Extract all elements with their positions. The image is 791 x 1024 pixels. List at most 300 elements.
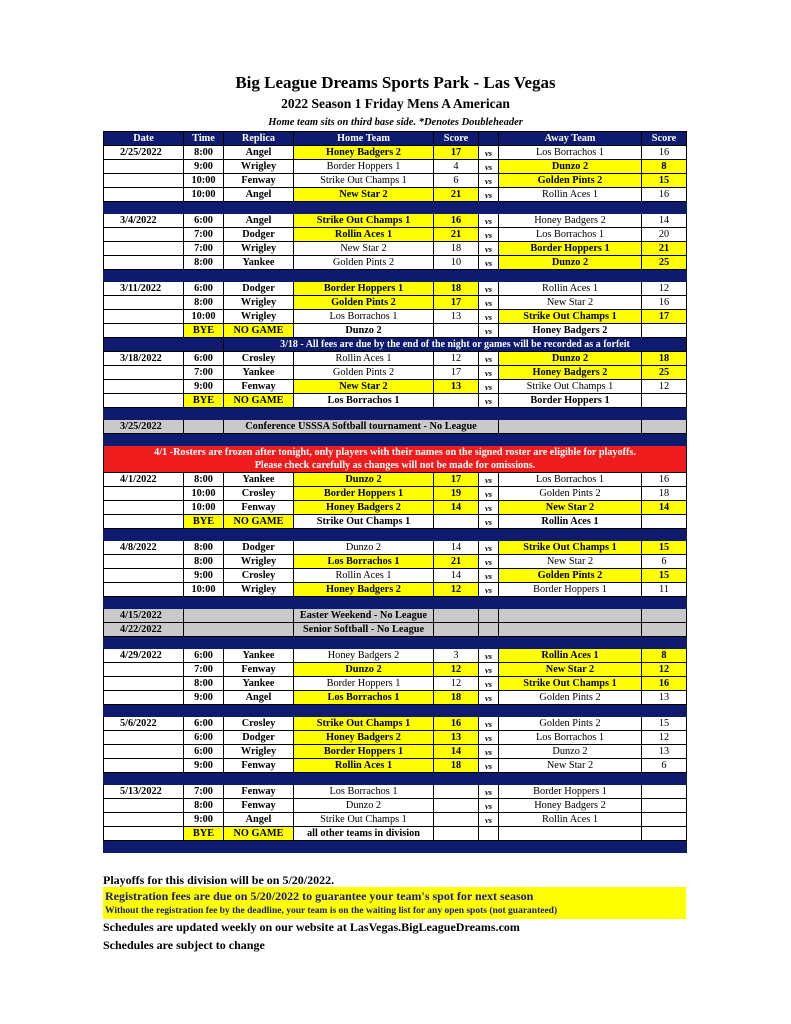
vs-label: vs	[479, 555, 499, 569]
game-row	[104, 717, 687, 731]
game-date	[104, 160, 184, 174]
separator-row	[104, 529, 687, 541]
vs-label: vs	[479, 160, 499, 174]
home-score: 4	[434, 160, 479, 174]
game-date: 4/1/2022	[104, 473, 184, 487]
game-row	[104, 228, 687, 242]
game-replica: Angel	[224, 188, 294, 202]
game-row	[104, 501, 687, 515]
home-team: Border Hoppers 1	[294, 745, 434, 759]
away-score: 12	[642, 731, 687, 745]
vs-label: vs	[479, 759, 499, 773]
game-time: 6:00	[184, 214, 224, 228]
blank-cell	[642, 609, 687, 623]
game-date	[104, 174, 184, 188]
game-row	[104, 663, 687, 677]
separator-row	[104, 597, 687, 609]
home-team: New Star 2	[294, 242, 434, 256]
game-time: 8:00	[184, 256, 224, 270]
home-team: Honey Badgers 2	[294, 146, 434, 160]
roster-freeze-notice	[104, 446, 687, 473]
vs-label: vs	[479, 174, 499, 188]
away-team: New Star 2	[499, 663, 642, 677]
home-score: 16	[434, 717, 479, 731]
vs-label: vs	[479, 745, 499, 759]
home-score	[434, 324, 479, 338]
home-team: New Star 2	[294, 380, 434, 394]
away-score: 13	[642, 691, 687, 705]
game-date: 3/18/2022	[104, 352, 184, 366]
game-date	[104, 310, 184, 324]
game-replica: Yankee	[224, 256, 294, 270]
roster-freeze-line-2: Please check carefully as changes will not be made for omissions.	[254, 460, 536, 471]
game-time: 10:00	[184, 583, 224, 597]
away-team: Dunzo 2	[499, 352, 642, 366]
game-row	[104, 691, 687, 705]
game-time: 10:00	[184, 174, 224, 188]
vs-label: vs	[479, 228, 499, 242]
vs-label: vs	[479, 366, 499, 380]
away-score	[642, 394, 687, 408]
away-score: 12	[642, 282, 687, 296]
game-replica: Fenway	[224, 663, 294, 677]
game-time: 9:00	[184, 380, 224, 394]
col-time: Time	[184, 132, 224, 146]
vs-label: vs	[479, 487, 499, 501]
game-replica: Yankee	[224, 649, 294, 663]
home-score: 13	[434, 380, 479, 394]
home-team: Rollin Aces 1	[294, 759, 434, 773]
game-row	[104, 745, 687, 759]
separator-cell	[104, 637, 687, 649]
separator-row	[104, 773, 687, 785]
game-row	[104, 256, 687, 270]
game-replica: Angel	[224, 813, 294, 827]
vs-label: vs	[479, 188, 499, 202]
home-team-note: Home team sits on third base side. *Denotes Doubleheader	[268, 117, 523, 128]
vs-label: vs	[479, 310, 499, 324]
separator-row	[104, 202, 687, 214]
game-replica: Crosley	[224, 717, 294, 731]
bye-away-team: Border Hoppers 1	[499, 394, 642, 408]
blank-cell	[184, 420, 224, 434]
blank-cell	[479, 623, 499, 637]
away-team: Golden Pints 2	[499, 569, 642, 583]
game-date	[104, 487, 184, 501]
separator-cell	[104, 773, 687, 785]
game-time: 6:00	[184, 717, 224, 731]
away-score: 6	[642, 555, 687, 569]
game-time: 8:00	[184, 473, 224, 487]
no-league-date: 3/25/2022	[104, 420, 184, 434]
away-score: 16	[642, 188, 687, 202]
game-date	[104, 569, 184, 583]
game-date	[104, 759, 184, 773]
home-score: 17	[434, 296, 479, 310]
game-row	[104, 282, 687, 296]
blank-cell	[499, 609, 642, 623]
no-league-text: Senior Softball - No League	[294, 623, 434, 637]
bye-row	[104, 515, 687, 529]
away-team: Golden Pints 2	[499, 717, 642, 731]
game-row	[104, 677, 687, 691]
away-team: Rollin Aces 1	[499, 813, 642, 827]
schedule-table	[103, 131, 687, 853]
home-score: 13	[434, 731, 479, 745]
home-team: Strike Out Champs 1	[294, 174, 434, 188]
game-date	[104, 228, 184, 242]
game-replica: Crosley	[224, 487, 294, 501]
bye-row	[104, 394, 687, 408]
schedule-body	[104, 146, 687, 853]
away-score: 8	[642, 160, 687, 174]
away-team: Golden Pints 2	[499, 691, 642, 705]
game-row	[104, 296, 687, 310]
home-score	[434, 827, 479, 841]
away-team: Strike Out Champs 1	[499, 310, 642, 324]
home-score: 18	[434, 282, 479, 296]
away-team: New Star 2	[499, 501, 642, 515]
home-team: Strike Out Champs 1	[294, 214, 434, 228]
game-row	[104, 583, 687, 597]
away-team: Strike Out Champs 1	[499, 541, 642, 555]
vs-label: vs	[479, 583, 499, 597]
home-score: 10	[434, 256, 479, 270]
home-score: 17	[434, 473, 479, 487]
home-score: 18	[434, 691, 479, 705]
game-date	[104, 691, 184, 705]
website-note: Schedules are updated weekly on our website at LasVegas.BigLeagueDreams.com	[103, 920, 520, 934]
game-time: 7:00	[184, 663, 224, 677]
game-replica: Fenway	[224, 759, 294, 773]
away-score: 12	[642, 380, 687, 394]
home-score: 18	[434, 759, 479, 773]
away-team: Rollin Aces 1	[499, 282, 642, 296]
home-team: Los Borrachos 1	[294, 310, 434, 324]
away-team: Border Hoppers 1	[499, 242, 642, 256]
game-time: 6:00	[184, 352, 224, 366]
game-date	[104, 366, 184, 380]
col-vs	[479, 132, 499, 146]
game-time: 6:00	[184, 649, 224, 663]
header-row	[104, 132, 687, 146]
away-score: 16	[642, 146, 687, 160]
vs-label: vs	[479, 569, 499, 583]
game-time: 8:00	[184, 296, 224, 310]
vs-label: vs	[479, 394, 499, 408]
home-team: Border Hoppers 1	[294, 487, 434, 501]
game-date: 4/29/2022	[104, 649, 184, 663]
home-score: 21	[434, 228, 479, 242]
home-team: Dunzo 2	[294, 799, 434, 813]
bye-home-team: Strike Out Champs 1	[294, 515, 434, 529]
home-score: 19	[434, 487, 479, 501]
game-replica: Wrigley	[224, 296, 294, 310]
away-score: 17	[642, 310, 687, 324]
home-team: Border Hoppers 1	[294, 282, 434, 296]
away-team: Los Borrachos 1	[499, 146, 642, 160]
away-team: Dunzo 2	[499, 160, 642, 174]
game-time: 7:00	[184, 242, 224, 256]
away-score: 15	[642, 541, 687, 555]
home-team: Golden Pints 2	[294, 296, 434, 310]
bye-away-team: Rollin Aces 1	[499, 515, 642, 529]
game-time: 8:00	[184, 146, 224, 160]
game-replica: Fenway	[224, 785, 294, 799]
away-score: 15	[642, 569, 687, 583]
separator-row	[104, 270, 687, 282]
no-league-date: 4/15/2022	[104, 609, 184, 623]
blank-cell	[642, 420, 687, 434]
game-row	[104, 380, 687, 394]
home-score: 3	[434, 649, 479, 663]
fees-banner-text: 3/18 - All fees are due by the end of the night or games will be recorded as a forfeit	[224, 338, 687, 352]
game-date	[104, 745, 184, 759]
game-replica: Wrigley	[224, 310, 294, 324]
home-team: Rollin Aces 1	[294, 228, 434, 242]
col-replica: Replica	[224, 132, 294, 146]
separator-row	[104, 434, 687, 446]
separator-row	[104, 637, 687, 649]
game-row	[104, 799, 687, 813]
vs-label: vs	[479, 380, 499, 394]
vs-label: vs	[479, 214, 499, 228]
game-date	[104, 827, 184, 841]
home-team: Los Borrachos 1	[294, 691, 434, 705]
away-team: Golden Pints 2	[499, 174, 642, 188]
away-team: Strike Out Champs 1	[499, 380, 642, 394]
away-score: 20	[642, 228, 687, 242]
col-date: Date	[104, 132, 184, 146]
game-replica: Wrigley	[224, 583, 294, 597]
bye-label: BYE	[184, 827, 224, 841]
bye-label: BYE	[184, 324, 224, 338]
vs-label: vs	[479, 324, 499, 338]
game-replica: Angel	[224, 691, 294, 705]
game-replica: Yankee	[224, 366, 294, 380]
separator-cell	[104, 705, 687, 717]
away-score: 16	[642, 296, 687, 310]
away-team: Dunzo 2	[499, 745, 642, 759]
vs-label: vs	[479, 813, 499, 827]
game-row	[104, 352, 687, 366]
game-time: 7:00	[184, 228, 224, 242]
game-time: 8:00	[184, 555, 224, 569]
game-time: 10:00	[184, 188, 224, 202]
game-date	[104, 501, 184, 515]
away-team: Honey Badgers 2	[499, 366, 642, 380]
game-row	[104, 310, 687, 324]
bye-home-team: all other teams in division	[294, 827, 434, 841]
home-score: 16	[434, 214, 479, 228]
bye-label: BYE	[184, 394, 224, 408]
home-team: Dunzo 2	[294, 473, 434, 487]
home-team: Honey Badgers 2	[294, 583, 434, 597]
away-score: 15	[642, 717, 687, 731]
home-score: 17	[434, 146, 479, 160]
playoffs-note: Playoffs for this division will be on 5/20/2022.	[103, 873, 335, 887]
game-row	[104, 569, 687, 583]
separator-cell	[104, 270, 687, 282]
away-score: 14	[642, 214, 687, 228]
away-score: 21	[642, 242, 687, 256]
away-team: Rollin Aces 1	[499, 649, 642, 663]
separator-row	[104, 841, 687, 853]
game-replica: Fenway	[224, 799, 294, 813]
subject-to-change-note: Schedules are subject to change	[103, 938, 265, 952]
home-team: Los Borrachos 1	[294, 785, 434, 799]
away-team: Dunzo 2	[499, 256, 642, 270]
blank-cell	[499, 623, 642, 637]
game-time: 7:00	[184, 366, 224, 380]
away-score	[642, 827, 687, 841]
game-replica: Yankee	[224, 677, 294, 691]
game-date	[104, 188, 184, 202]
vs-label: vs	[479, 296, 499, 310]
game-replica: Crosley	[224, 569, 294, 583]
away-score: 25	[642, 256, 687, 270]
game-date	[104, 515, 184, 529]
vs-label: vs	[479, 731, 499, 745]
vs-label	[479, 827, 499, 841]
game-row	[104, 759, 687, 773]
away-score	[642, 799, 687, 813]
game-replica: Angel	[224, 146, 294, 160]
home-team: Rollin Aces 1	[294, 352, 434, 366]
home-score: 12	[434, 663, 479, 677]
away-score	[642, 785, 687, 799]
game-date	[104, 324, 184, 338]
home-team: Dunzo 2	[294, 663, 434, 677]
game-time: 6:00	[184, 282, 224, 296]
col-home-team: Home Team	[294, 132, 434, 146]
game-row	[104, 174, 687, 188]
home-score: 14	[434, 745, 479, 759]
game-date	[104, 242, 184, 256]
home-score: 17	[434, 366, 479, 380]
no-league-row	[104, 420, 687, 434]
banner-spacer	[104, 338, 224, 352]
separator-cell	[104, 529, 687, 541]
separator-cell	[104, 597, 687, 609]
game-date	[104, 296, 184, 310]
no-league-text: Easter Weekend - No League	[294, 609, 434, 623]
game-date	[104, 380, 184, 394]
away-team: Los Borrachos 1	[499, 228, 642, 242]
home-score	[434, 394, 479, 408]
away-score: 11	[642, 583, 687, 597]
game-time: 10:00	[184, 501, 224, 515]
home-score	[434, 813, 479, 827]
game-row	[104, 541, 687, 555]
vs-label: vs	[479, 677, 499, 691]
col-away-team: Away Team	[499, 132, 642, 146]
no-game-label: NO GAME	[224, 394, 294, 408]
separator-cell	[104, 841, 687, 853]
home-score: 21	[434, 188, 479, 202]
game-replica: Yankee	[224, 473, 294, 487]
game-time: 8:00	[184, 799, 224, 813]
home-score: 21	[434, 555, 479, 569]
separator-cell	[104, 202, 687, 214]
home-score: 12	[434, 583, 479, 597]
home-score: 13	[434, 310, 479, 324]
vs-label: vs	[479, 541, 499, 555]
no-game-label: NO GAME	[224, 515, 294, 529]
game-replica: Wrigley	[224, 745, 294, 759]
game-replica: Dodger	[224, 731, 294, 745]
game-replica: Fenway	[224, 174, 294, 188]
home-team: Rollin Aces 1	[294, 569, 434, 583]
home-team: Los Borrachos 1	[294, 555, 434, 569]
game-time: 9:00	[184, 759, 224, 773]
bye-row	[104, 324, 687, 338]
waiting-list-note: Without the registration fee by the deadline, your team is on the waiting list for any open spots (not guaranteed)	[105, 906, 558, 916]
away-team: New Star 2	[499, 759, 642, 773]
game-replica: Dodger	[224, 228, 294, 242]
game-time: 9:00	[184, 160, 224, 174]
home-team: Golden Pints 2	[294, 366, 434, 380]
home-score: 12	[434, 352, 479, 366]
col-away-score: Score	[642, 132, 687, 146]
game-date: 5/13/2022	[104, 785, 184, 799]
game-row	[104, 785, 687, 799]
fees-banner-row	[104, 338, 687, 352]
game-time: 10:00	[184, 310, 224, 324]
col-home-score: Score	[434, 132, 479, 146]
game-row	[104, 731, 687, 745]
home-team: Honey Badgers 2	[294, 501, 434, 515]
game-date: 5/6/2022	[104, 717, 184, 731]
away-team: Honey Badgers 2	[499, 214, 642, 228]
away-team: Los Borrachos 1	[499, 473, 642, 487]
vs-label: vs	[479, 717, 499, 731]
game-time: 9:00	[184, 813, 224, 827]
registration-note: Registration fees are due on 5/20/2022 to guarantee your team's spot for next season	[105, 889, 534, 903]
home-score: 14	[434, 569, 479, 583]
vs-label: vs	[479, 691, 499, 705]
home-score: 14	[434, 501, 479, 515]
home-score: 14	[434, 541, 479, 555]
game-row	[104, 160, 687, 174]
game-row	[104, 146, 687, 160]
away-score: 18	[642, 487, 687, 501]
game-row	[104, 649, 687, 663]
vs-label: vs	[479, 473, 499, 487]
bye-label: BYE	[184, 515, 224, 529]
home-team: Border Hoppers 1	[294, 160, 434, 174]
game-time: 8:00	[184, 541, 224, 555]
home-score: 18	[434, 242, 479, 256]
blank-cell	[184, 609, 294, 623]
vs-label: vs	[479, 256, 499, 270]
away-team: New Star 2	[499, 555, 642, 569]
blank-cell	[434, 609, 479, 623]
game-replica: Dodger	[224, 541, 294, 555]
no-game-label: NO GAME	[224, 827, 294, 841]
vs-label: vs	[479, 799, 499, 813]
home-score	[434, 799, 479, 813]
no-league-row	[104, 623, 687, 637]
game-row	[104, 366, 687, 380]
blank-cell	[184, 623, 294, 637]
away-team: Border Hoppers 1	[499, 583, 642, 597]
home-score: 12	[434, 677, 479, 691]
home-team: Strike Out Champs 1	[294, 813, 434, 827]
away-score: 16	[642, 677, 687, 691]
vs-label: vs	[479, 515, 499, 529]
game-row	[104, 242, 687, 256]
